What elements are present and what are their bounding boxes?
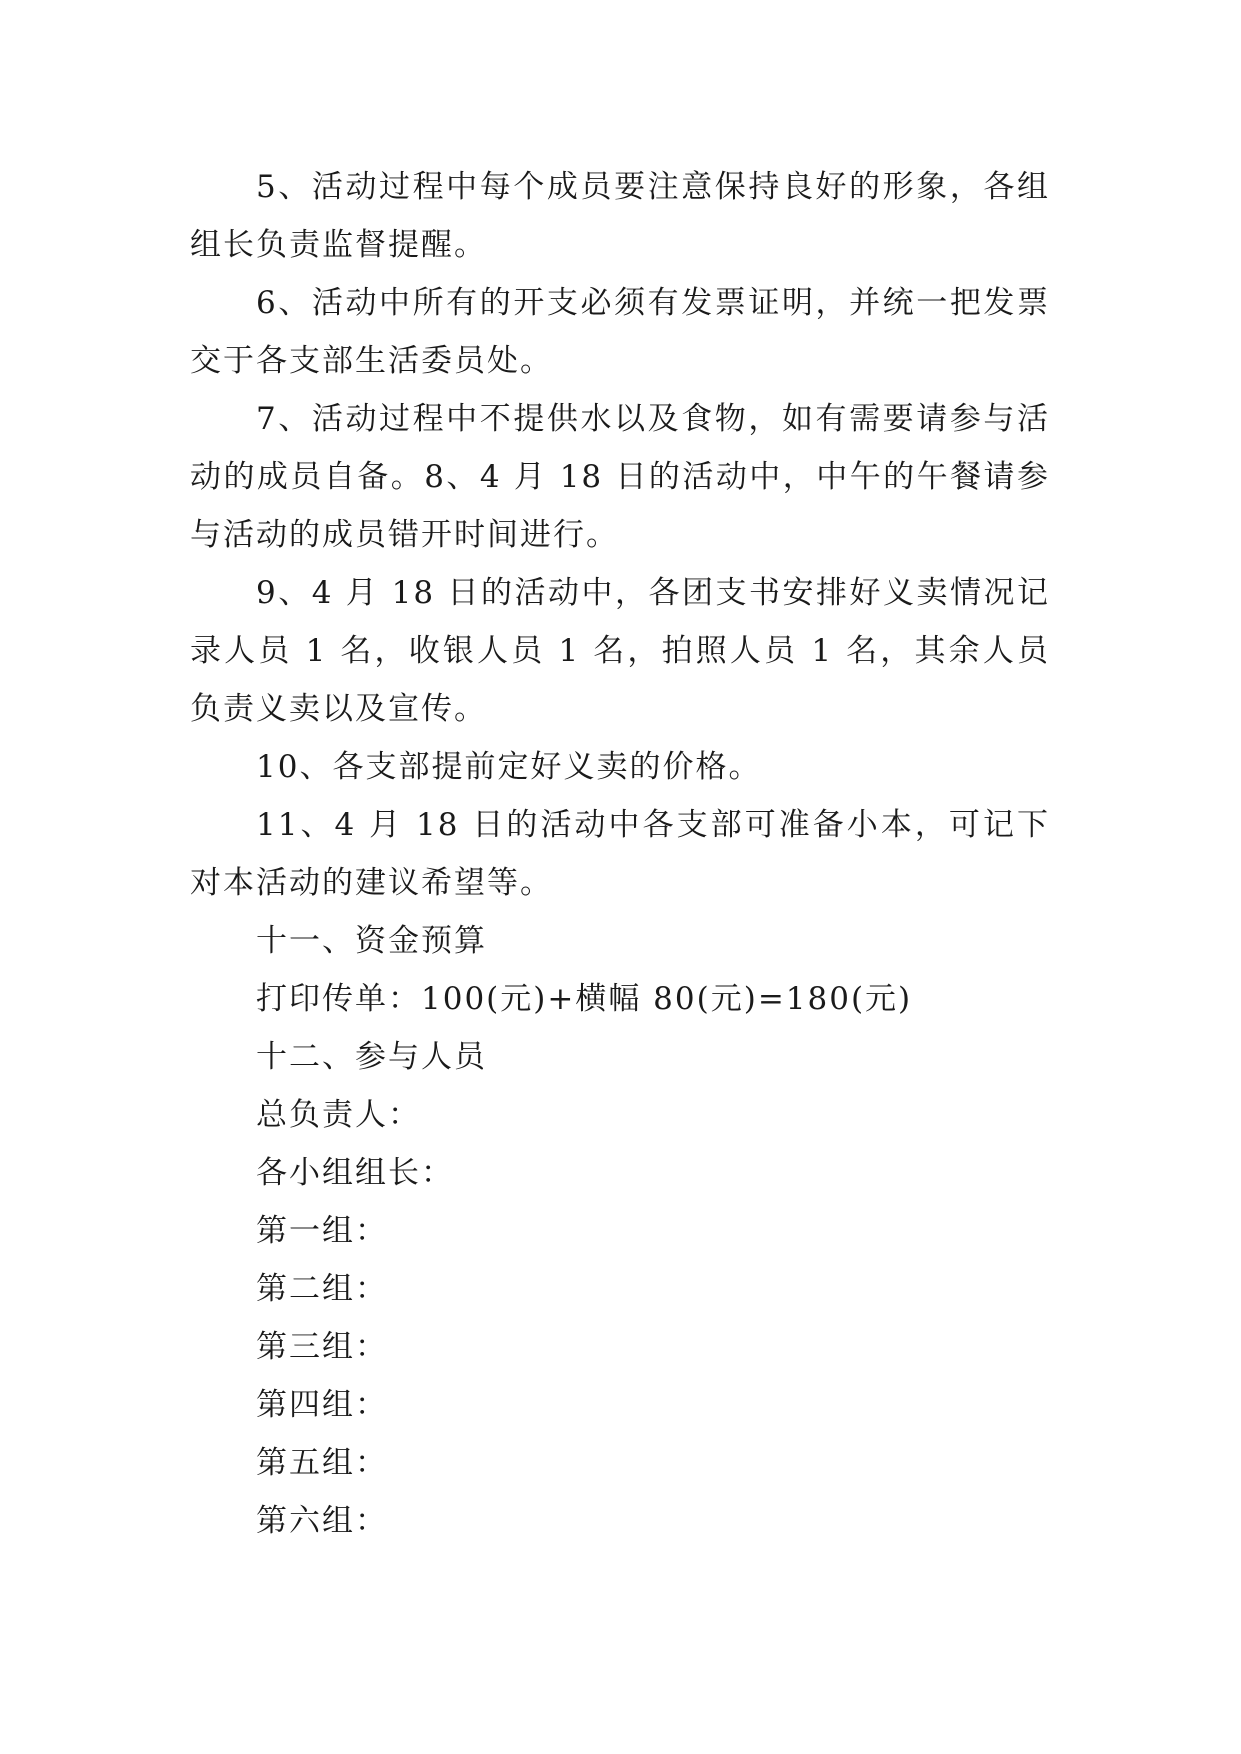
document-body: [190, 158, 1050, 1550]
group-label-3: 第三组：: [256, 1329, 388, 1365]
paragraph-item-6: 6、活动中所有的开支必须有发票证明，并统一把发票交于各支部生活委员处。: [190, 285, 1050, 379]
paragraph-item-11: 11、4 月 18 日的活动中各支部可准备小本，可记下对本活动的建议希望等。: [190, 807, 1050, 901]
paragraph-item-7-8: 7、活动过程中不提供水以及食物，如有需要请参与活动的成员自备。8、4 月 18 日的活动中，中午的午餐请参与活动的成员错开时间进行。: [190, 401, 1050, 553]
group-label-5: 第五组：: [256, 1445, 388, 1481]
group-label-6: 第六组：: [256, 1503, 388, 1539]
participants-heading: 十二、参与人员: [256, 1039, 487, 1075]
paragraph-item-9: 9、4 月 18 日的活动中，各团支书安排好义卖情况记录人员 1 名，收银人员 1 名，拍照人员 1 名，其余人员负责义卖以及宣传。: [190, 575, 1050, 727]
group-leaders-label: 各小组组长：: [256, 1155, 454, 1191]
paragraph-item-10: 10、各支部提前定好义卖的价格。: [256, 749, 762, 785]
lead-person-label: 总负责人：: [256, 1097, 421, 1133]
group-label-4: 第四组：: [256, 1387, 388, 1423]
budget-line: 打印传单：100(元)+横幅 80(元)=180(元): [256, 981, 913, 1017]
paragraph-item-5: 5、活动过程中每个成员要注意保持良好的形象，各组组长负责监督提醒。: [190, 169, 1050, 263]
group-label-2: 第二组：: [256, 1271, 388, 1307]
budget-heading: 十一、资金预算: [256, 923, 487, 959]
group-label-1: 第一组：: [256, 1213, 388, 1249]
